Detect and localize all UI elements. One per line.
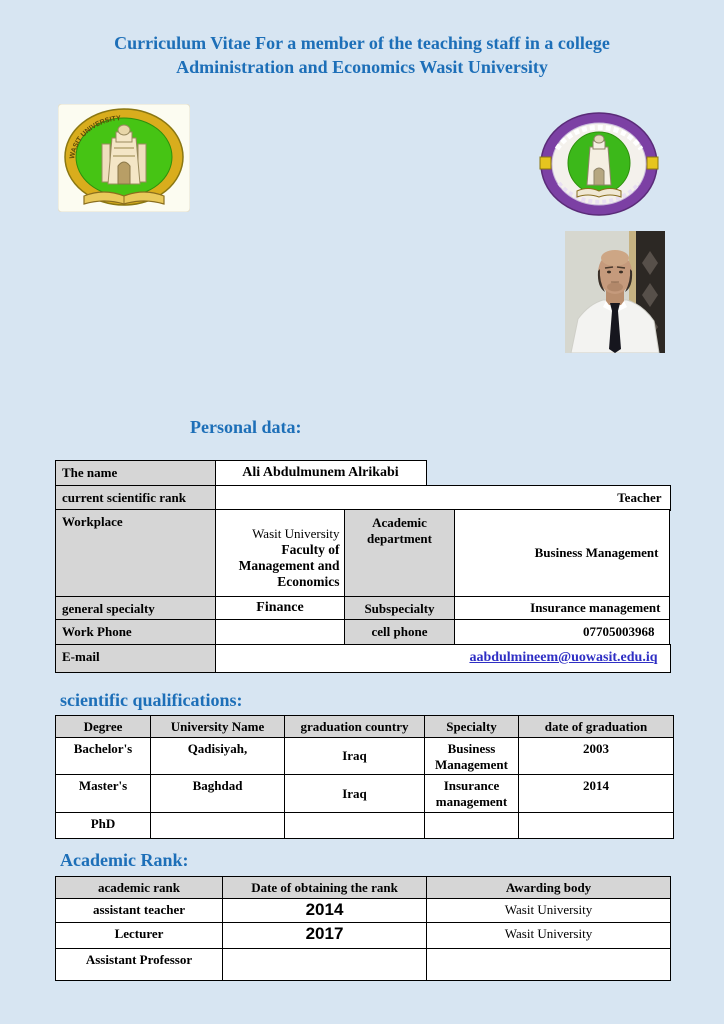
rank-name: Assistant Professor xyxy=(55,948,223,981)
qual-header-degree: Degree xyxy=(55,715,151,738)
qual-header-university: University Name xyxy=(150,715,286,738)
qual-country xyxy=(284,812,425,839)
qual-degree: Bachelor's xyxy=(55,737,151,776)
qual-university: Qadisiyah, xyxy=(150,737,286,776)
table-header-row xyxy=(55,715,675,738)
email-link[interactable]: aabdulmineem@uowasit.edu.iq xyxy=(469,650,658,665)
academic-department-value: Business Management xyxy=(454,509,670,597)
wasit-university-logo-icon xyxy=(58,104,190,212)
email-cell xyxy=(215,644,671,673)
table-row xyxy=(55,460,671,486)
rank-date: 2014 xyxy=(222,898,428,924)
page-title-line1: Curriculum Vitae For a member of the teaching staff in a college xyxy=(114,33,610,53)
table-row xyxy=(55,485,671,511)
personal-data-table xyxy=(55,460,671,673)
qual-specialty: Insurance management xyxy=(424,774,520,813)
email-label: E-mail xyxy=(55,644,216,673)
cell-phone-label: cell phone xyxy=(344,619,455,645)
rank-header-date: Date of obtaining the rank xyxy=(222,876,428,899)
rank-date: 2017 xyxy=(222,922,428,949)
rank-header-body: Awarding body xyxy=(426,876,671,899)
cell-phone-value: 07705003968 xyxy=(454,619,670,645)
rank-name: Lecturer xyxy=(55,922,223,949)
table-row xyxy=(55,644,671,673)
college-administration-economics-logo-icon xyxy=(539,111,659,218)
current-rank-label: current scientific rank xyxy=(55,485,216,511)
rank-body xyxy=(426,948,671,981)
workplace-label: Workplace xyxy=(55,509,216,597)
qual-date: 2014 xyxy=(518,774,674,813)
general-specialty-value: Finance xyxy=(215,596,346,621)
table-row xyxy=(55,898,671,924)
qual-university xyxy=(150,812,286,839)
rank-name: assistant teacher xyxy=(55,898,223,924)
rank-body: Wasit University xyxy=(426,922,671,949)
work-phone-value xyxy=(215,619,346,645)
qual-header-date: date of graduation xyxy=(518,715,674,738)
qual-degree: Master's xyxy=(55,774,151,813)
current-rank-value: Teacher xyxy=(215,485,671,511)
page-title xyxy=(0,31,724,79)
work-phone-label: Work Phone xyxy=(55,619,216,645)
table-row xyxy=(55,774,675,813)
staff-portrait-photo xyxy=(565,231,665,353)
qual-date: 2003 xyxy=(518,737,674,776)
table-row xyxy=(55,737,675,776)
rank-body: Wasit University xyxy=(426,898,671,924)
table-row xyxy=(55,812,675,839)
table-header-row xyxy=(55,876,671,899)
rank-header-rank: academic rank xyxy=(55,876,223,899)
qual-date xyxy=(518,812,674,839)
qual-country: Iraq xyxy=(284,737,425,776)
qual-specialty: Business Management xyxy=(424,737,520,776)
qual-header-specialty: Specialty xyxy=(424,715,520,738)
subspecialty-value: Insurance management xyxy=(454,596,670,621)
qual-degree: PhD xyxy=(55,812,151,839)
page-title-line2: Administration and Economics Wasit University xyxy=(176,57,548,77)
qual-university: Baghdad xyxy=(150,774,286,813)
scientific-qualifications-heading: scientific qualifications: xyxy=(60,690,243,710)
academic-department-label: Academic department xyxy=(344,509,455,597)
table-row xyxy=(55,509,671,597)
personal-data-heading: Personal data: xyxy=(190,417,302,437)
the-name-label: The name xyxy=(55,460,216,486)
table-row xyxy=(55,619,671,645)
table-row xyxy=(55,596,671,621)
workplace-university: Wasit University xyxy=(252,526,340,541)
subspecialty-label: Subspecialty xyxy=(344,596,455,621)
rank-date xyxy=(222,948,428,981)
qual-header-country: graduation country xyxy=(284,715,425,738)
workplace-value xyxy=(215,509,346,597)
general-specialty-label: general specialty xyxy=(55,596,216,621)
qual-specialty xyxy=(424,812,520,839)
workplace-faculty: Faculty of Management and Economics xyxy=(238,542,340,589)
qualifications-table xyxy=(55,715,675,839)
academic-rank-table xyxy=(55,876,671,981)
left-logo-arc-text: WASIT UNIVERSITY xyxy=(69,115,122,160)
table-row xyxy=(55,948,671,981)
table-row xyxy=(55,922,671,949)
the-name-value: Ali Abdulmunem Alrikabi xyxy=(215,460,427,486)
qual-country: Iraq xyxy=(284,774,425,813)
academic-rank-heading: Academic Rank: xyxy=(60,850,189,870)
